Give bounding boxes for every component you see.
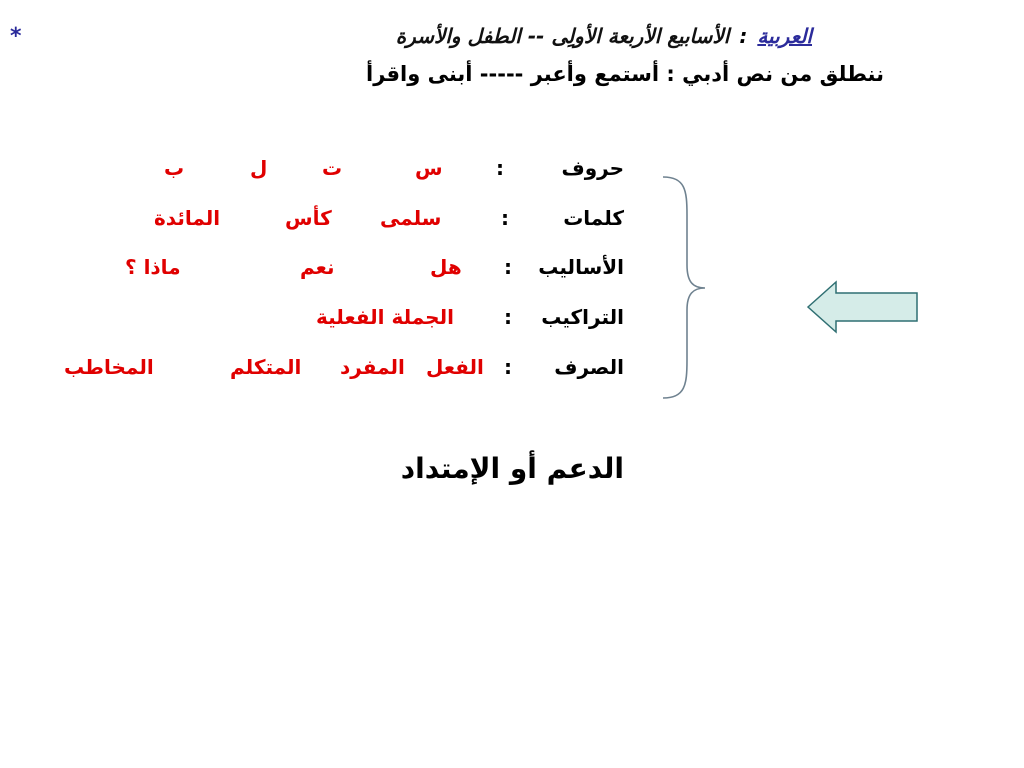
- row-words: [0, 206, 1024, 236]
- row-colon: :: [504, 305, 512, 329]
- row-item: سلمى: [380, 206, 442, 230]
- row-label: كلمات: [563, 206, 624, 230]
- row-colon: :: [501, 206, 509, 230]
- row-item: الجملة الفعلية: [316, 305, 454, 329]
- row-item: المفرد: [340, 355, 405, 379]
- page-subtitle: ننطلق من نص أدبي : أستمع وأعبر ----- أبنى واقرأ: [366, 62, 884, 86]
- row-item: كأس: [285, 206, 332, 230]
- row-item: هل: [430, 255, 462, 279]
- page-title: [396, 24, 812, 48]
- star-bullet: *: [10, 24, 22, 49]
- row-item: المخاطب: [64, 355, 154, 379]
- title-link[interactable]: العربية: [757, 24, 812, 48]
- row-item: المائدة: [154, 206, 221, 230]
- title-separator: :: [739, 24, 748, 48]
- row-item: ل: [250, 156, 268, 180]
- title-text: الأسابيع الأربعة الأولِِى -- الطفل والأسرة: [395, 24, 730, 48]
- row-item: المتكلم: [230, 355, 302, 379]
- row-colon: :: [504, 255, 512, 279]
- row-colon: :: [504, 355, 512, 379]
- row-item: الفعل: [426, 355, 484, 379]
- row-morphology: [0, 355, 1024, 385]
- row-letters: [0, 156, 1024, 186]
- row-label: الصرف: [554, 355, 624, 379]
- row-item: ماذا ؟: [125, 255, 181, 279]
- row-label: حروف: [561, 156, 624, 180]
- row-label: التراكيب: [541, 305, 624, 329]
- right-curly-brace-icon: [655, 170, 715, 405]
- row-colon: :: [496, 156, 504, 180]
- row-item: نعم: [300, 255, 335, 279]
- row-label: الأساليب: [538, 255, 624, 279]
- row-item: ت: [322, 156, 343, 180]
- row-item: س: [415, 156, 443, 180]
- row-item: ب: [164, 156, 185, 180]
- left-arrow-icon[interactable]: [806, 280, 921, 335]
- footer-heading: الدعم أو الإمتداد: [400, 452, 624, 485]
